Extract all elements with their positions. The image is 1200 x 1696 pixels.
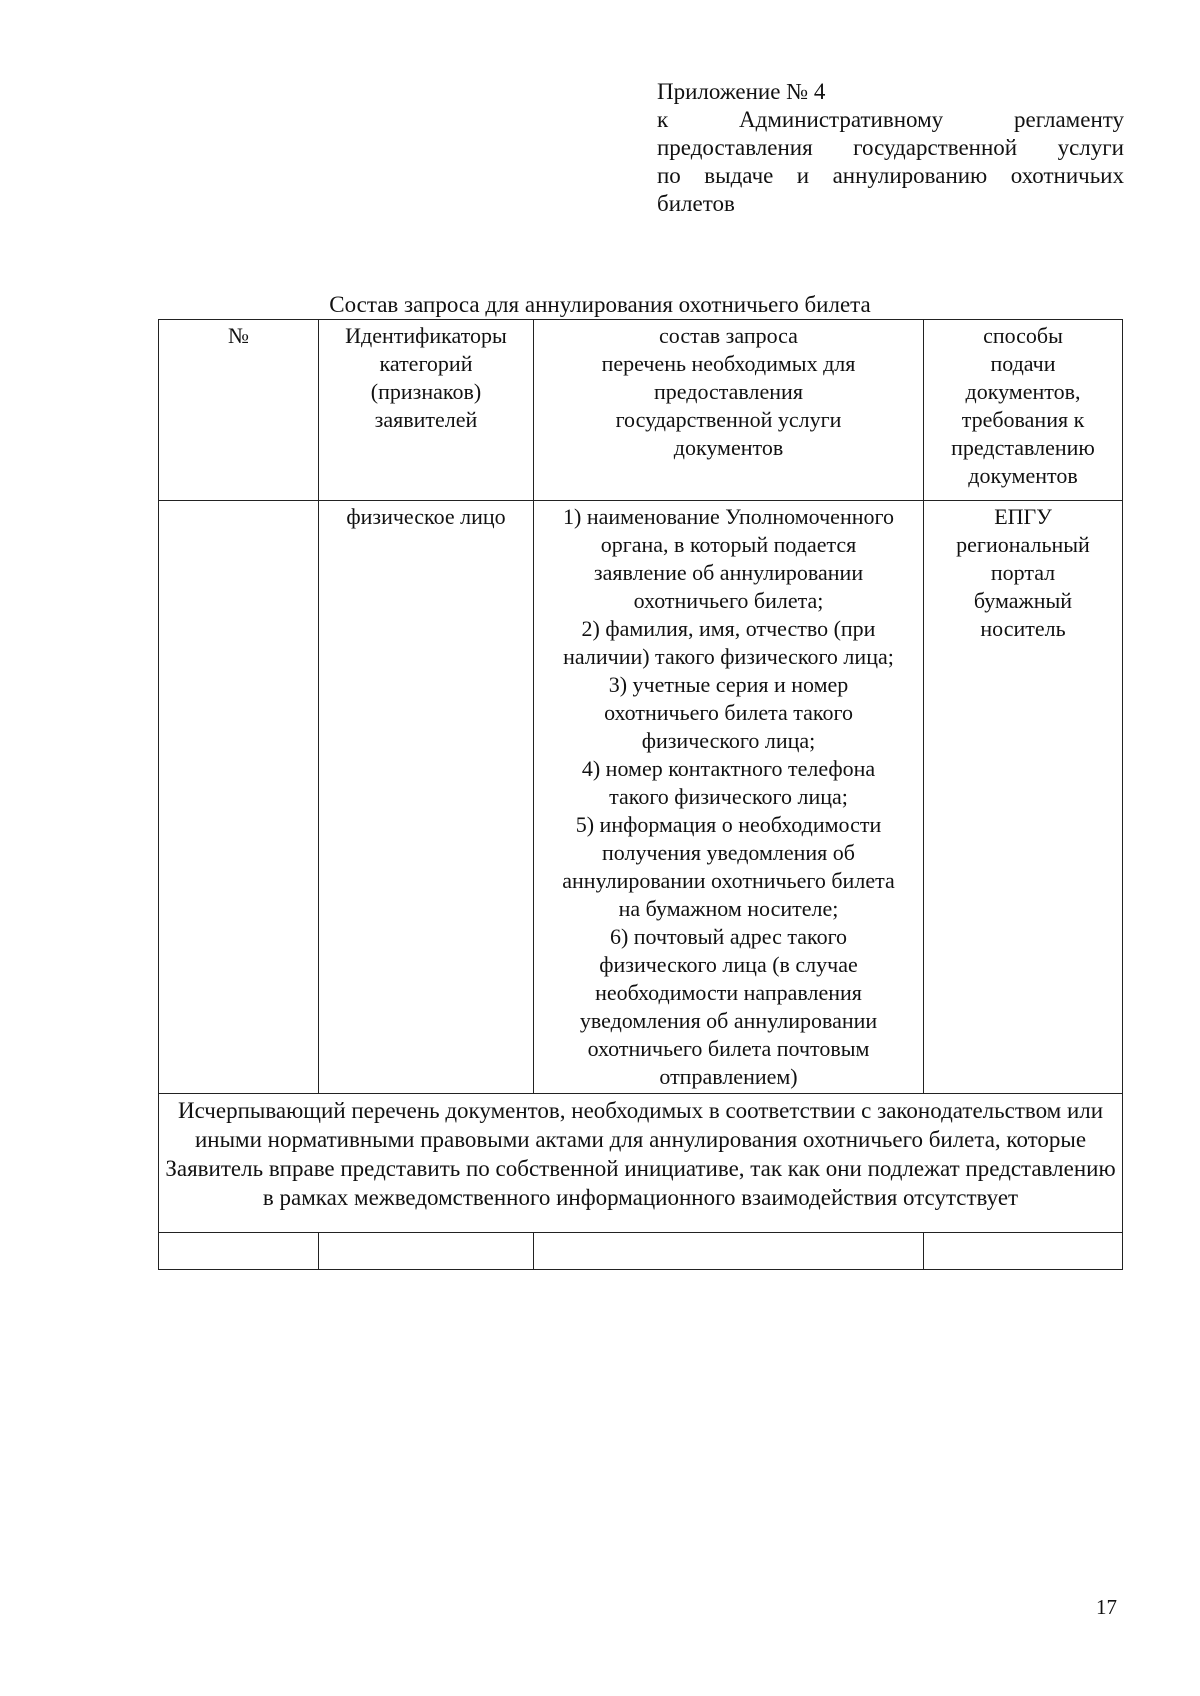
page-number: 17 <box>1096 1595 1117 1619</box>
header-request-composition: состав запроса перечень необходимых для предоставления государственной услуги документов <box>534 320 924 501</box>
appendix-line-issuance: по выдаче и аннулированию охотничьих <box>657 163 1124 188</box>
table-row <box>159 501 1123 1094</box>
header-submission-methods: способы подачи документов, требования к представлению документов <box>924 320 1123 501</box>
cell-note: Исчерпывающий перечень документов, необходимых в соответствии с законодательством или иными нормативными правовыми актами для аннулирования охотничьего билета, которые Заявитель вправе представить по собственной инициативе, так как они подлежат представлению в рамках межведомственного информационного взаимодействия отсутствует <box>159 1094 1123 1233</box>
appendix-line-tickets: билетов <box>657 191 735 216</box>
empty-cell <box>924 1233 1123 1270</box>
appendix-line-regulation: к Административному регламенту <box>657 107 1124 132</box>
table-empty-row <box>159 1233 1123 1270</box>
table-header-row <box>159 320 1123 501</box>
empty-cell <box>319 1233 534 1270</box>
cell-composition: 1) наименование Уполномоченного органа, в который подается заявление об аннулировании охотничьего билета; 2) фамилия, имя, отчество (при наличии) такого физического лица; 3) учетные серия и номер охотничьего билета такого физического лица; 4) номер контактного телефона такого физического лица; 5) информация о необходимости получения уведомления об аннулировании охотничьего билета на бумажном носителе; 6) почтовый адрес такого физического лица (в случае необходимости направления уведомления об аннулировании охотничьего билета почтовым отправлением) <box>534 501 924 1094</box>
cell-number <box>159 501 319 1094</box>
request-composition-table <box>158 319 1123 1270</box>
header-applicant-identifiers: Идентификаторы категорий (признаков) заявителей <box>319 320 534 501</box>
empty-cell <box>534 1233 924 1270</box>
appendix-line-service: предоставления государственной услуги <box>657 135 1124 160</box>
cell-submission-methods: ЕПГУ региональный портал бумажный носитель <box>924 501 1123 1094</box>
cell-applicant: физическое лицо <box>319 501 534 1094</box>
empty-cell <box>159 1233 319 1270</box>
header-number: № <box>159 320 319 501</box>
appendix-number: Приложение № 4 <box>657 79 826 104</box>
table-title: Состав запроса для аннулирования охотничьего билета <box>329 292 871 317</box>
appendix-header <box>657 78 1124 218</box>
table-note-row <box>159 1094 1123 1233</box>
